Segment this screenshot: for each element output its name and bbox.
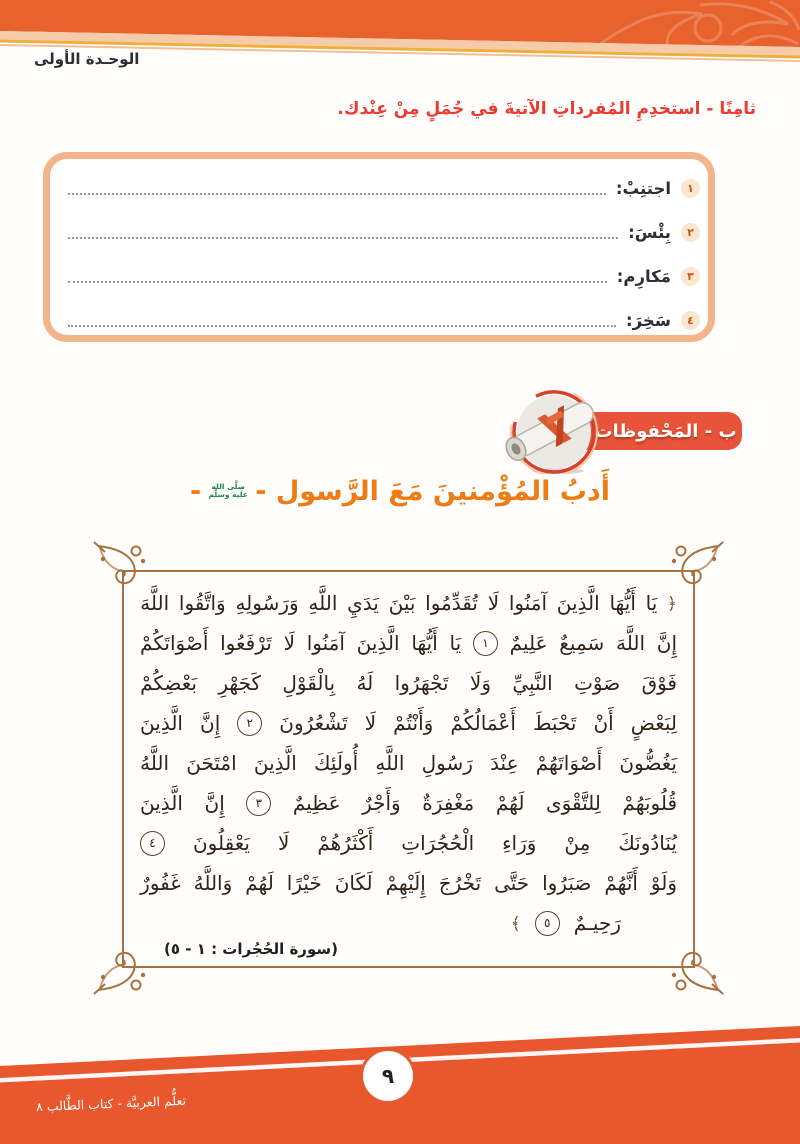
item-number-badge: ٤ [681, 311, 700, 330]
page-number-badge: ٩ [360, 1048, 416, 1104]
pbuh-calligraphy-icon: صلَّى الله عليه وسلَّم [208, 482, 248, 499]
corner-ornament-icon [669, 940, 727, 998]
exercise-item [62, 210, 700, 254]
answer-dotted-line [68, 309, 616, 327]
verse-number-badge: ٢ [237, 711, 262, 736]
unit-label: الوحـدة الأولى [34, 50, 140, 68]
answer-dotted-line [68, 221, 618, 239]
verse-number-badge: ٤ [140, 831, 165, 856]
ornate-paren-icon: ﴿ [667, 593, 677, 614]
verse-number-badge: ٣ [246, 791, 271, 816]
lesson-title-dash: - [190, 475, 202, 507]
exercise-item [62, 298, 700, 342]
quran-line: إِنَّ اللَّهَ سَمِيعٌ عَلِيمٌ ١ يَا أَيُّهَا الَّذِينَ آمَنُوا لَا تَرْفَعُوا أَصْوَاتَكُمْ [140, 631, 677, 655]
lesson-title-text: أَدبُ المُؤْمنينَ مَعَ الرَّسول - [255, 475, 611, 507]
scroll-emblem-icon [498, 388, 602, 474]
quran-source: (سورة الحُجُرات : ١ - ٥) [164, 940, 338, 958]
answer-dotted-line [68, 177, 606, 195]
corner-ornament-icon [90, 538, 148, 596]
item-number-badge: ٢ [681, 223, 700, 242]
exercise-item [62, 166, 700, 210]
section-banner-label: ب - المَحْفوظات [594, 420, 737, 442]
corner-ornament-icon [669, 538, 727, 596]
item-word: سَخِرَ: [626, 310, 671, 330]
answer-dotted-line [68, 265, 607, 283]
quran-line: رَحِيـمٌ ٥ ﴾ [510, 911, 621, 935]
corner-ornament-icon [90, 940, 148, 998]
footer-book-label: تعلُّم العربيَّة - كتاب الطَّالب ٨ [35, 1092, 187, 1115]
exercise-box [43, 152, 715, 342]
exercise-heading: ثامِنًا - استخدِمِ المُفرداتِ الآتيةَ في جُمَلٍ مِنْ عِنْدك. [337, 99, 756, 119]
quran-line: قُلُوبَهُمْ لِلتَّقْوَى لَهُمْ مَغْفِرَةٌ وَأَجْرٌ عَظِيمٌ ٣ إِنَّ الَّذِينَ [140, 791, 677, 815]
item-word: مَكارِم: [616, 266, 671, 286]
quran-line: لِبَعْضٍ أَنْ تَحْبَطَ أَعْمَالُكُمْ وَأَنْتُمْ لَا تَشْعُرُونَ ٢ إِنَّ الَّذِينَ [140, 711, 677, 735]
item-word: اجتنِبْ: [615, 178, 671, 198]
item-number-badge: ١ [681, 179, 700, 198]
quran-line: يُنَادُونَكَ مِنْ وَرَاءِ الْحُجُرَاتِ أَكْثَرُهُمْ لَا يَعْقِلُونَ ٤ [140, 823, 677, 863]
exercise-item [62, 254, 700, 298]
ornate-paren-icon: ﴾ [510, 913, 521, 934]
lesson-title [0, 468, 800, 514]
verse-number-badge: ١ [473, 631, 498, 656]
item-word: بِئْسَ: [628, 222, 671, 242]
quran-line: يَغُضُّونَ أَصْوَاتَهُمْ عِنْدَ رَسُولِ اللَّهِ أُولَئِكَ الَّذِينَ امْتَحَنَ اللَّهُ [140, 751, 677, 775]
quran-line: وَلَوْ أَنَّهُمْ صَبَرُوا حَتَّى تَخْرُجَ إِلَيْهِمْ لَكَانَ خَيْرًا لَهُمْ وَاللَّهُ غَفُورٌ [140, 871, 677, 895]
quran-frame [122, 570, 695, 968]
verse-number-badge: ٥ [535, 911, 560, 936]
quran-line: فَوْقَ صَوْتِ النَّبِيِّ وَلَا تَجْهَرُوا لَهُ بِالْقَوْلِ كَجَهْرِ بَعْضِكُمْ [140, 671, 677, 695]
quran-text [140, 583, 677, 943]
quran-line: ﴿ يَا أَيُّهَا الَّذِينَ آمَنُوا لَا تُقَدِّمُوا بَيْنَ يَدَيِ اللَّهِ وَرَسُولِهِ وَاتَّقُوا اللَّهَ [140, 591, 677, 615]
item-number-badge: ٣ [681, 267, 700, 286]
